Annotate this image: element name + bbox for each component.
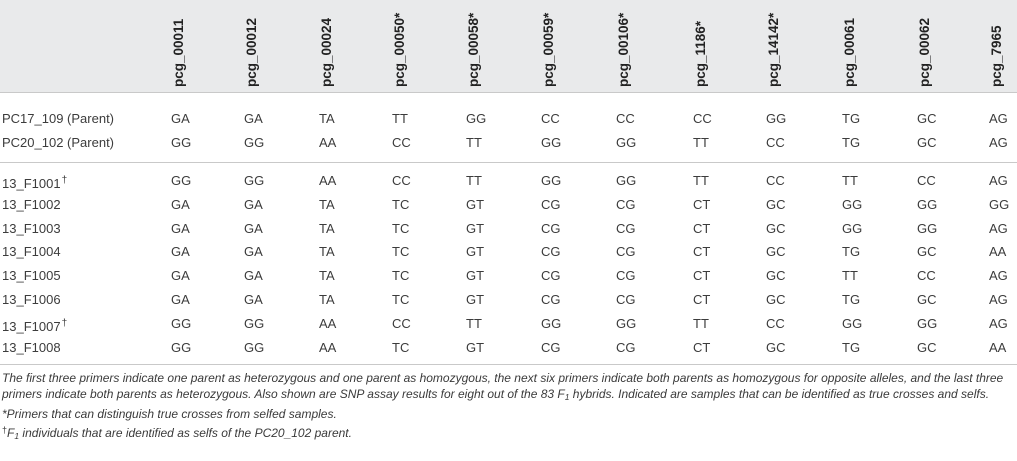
genotype-cell: GA bbox=[171, 197, 190, 212]
genotype-cell: AG bbox=[989, 292, 1008, 307]
genotype-cell: GA bbox=[244, 268, 263, 283]
genotype-cell: CT bbox=[693, 268, 711, 283]
genotype-cell: TT bbox=[466, 135, 482, 150]
genotype-cell: TG bbox=[842, 292, 861, 307]
column-header: pcg_00058* bbox=[466, 12, 481, 87]
genotype-cell: GA bbox=[244, 197, 263, 212]
genotype-cell: GG bbox=[842, 197, 863, 212]
row-label bbox=[2, 292, 61, 308]
genotype-cell: CG bbox=[616, 244, 636, 259]
genotype-cell: TG bbox=[842, 135, 861, 150]
genotype-cell: GA bbox=[244, 292, 263, 307]
genotype-cell: GG bbox=[616, 173, 637, 188]
footnote-dagger: $^\dagger F_1$ individuals that are identified as selfs of the PC20_102 parent. bbox=[2, 424, 352, 441]
genotype-cell: TT bbox=[693, 316, 709, 331]
sample-name: PC17_109 (Parent) bbox=[2, 111, 115, 126]
genotype-cell: GG bbox=[244, 173, 265, 188]
genotype-cell: AA bbox=[319, 340, 337, 355]
genotype-cell: CG bbox=[541, 221, 561, 236]
genotype-cell: TT bbox=[842, 268, 858, 283]
genotype-cell: GG bbox=[541, 316, 562, 331]
genotype-cell: GC bbox=[766, 197, 786, 212]
genotype-cell: CC bbox=[766, 316, 785, 331]
row-label bbox=[2, 340, 61, 356]
genotype-cell: CG bbox=[616, 197, 636, 212]
genotype-cell: GA bbox=[171, 221, 190, 236]
genotype-cell: TT bbox=[693, 135, 709, 150]
column-header: pcg_7965 bbox=[989, 25, 1004, 87]
genotype-cell: CG bbox=[616, 268, 636, 283]
genotype-cell: GG bbox=[466, 111, 487, 126]
genotype-cell: TT bbox=[392, 111, 408, 126]
sample-name: PC20_102 (Parent) bbox=[2, 135, 115, 150]
genotype-cell: TC bbox=[392, 221, 410, 236]
genotype-cell: AA bbox=[989, 340, 1007, 355]
genotype-cell: CG bbox=[616, 340, 636, 355]
genotype-cell: CC bbox=[766, 135, 785, 150]
genotype-cell: AA bbox=[319, 173, 337, 188]
genotype-cell: GC bbox=[766, 244, 786, 259]
genotype-cell: AG bbox=[989, 173, 1008, 188]
genotype-cell: TG bbox=[842, 340, 861, 355]
genotype-cell: AG bbox=[989, 268, 1008, 283]
genotype-cell: TA bbox=[319, 268, 335, 283]
genotype-cell: AA bbox=[319, 135, 337, 150]
column-header: pcg_00062 bbox=[917, 17, 932, 87]
genotype-cell: CC bbox=[541, 111, 560, 126]
row-label bbox=[2, 268, 61, 284]
column-header: pcg_00050* bbox=[392, 12, 407, 87]
genotype-cell: AA bbox=[989, 244, 1007, 259]
column-header: pcg_1186* bbox=[693, 20, 708, 87]
genotype-cell: CT bbox=[693, 340, 711, 355]
genotype-cell: GC bbox=[917, 244, 937, 259]
genotype-cell: TA bbox=[319, 197, 335, 212]
genotype-cell: GA bbox=[244, 111, 263, 126]
genotype-cell: CC bbox=[693, 111, 712, 126]
sample-name: 13_F1001 bbox=[2, 176, 61, 191]
sample-name: 13_F1003 bbox=[2, 221, 61, 236]
genotype-cell: CT bbox=[693, 197, 711, 212]
table-bottom-divider bbox=[0, 364, 1017, 365]
genotype-cell: CT bbox=[693, 221, 711, 236]
genotype-cell: GG bbox=[917, 316, 938, 331]
genotype-cell: CG bbox=[616, 292, 636, 307]
genotype-cell: CG bbox=[541, 292, 561, 307]
table-header bbox=[0, 0, 1017, 92]
table-footnotes bbox=[2, 371, 1014, 444]
genotype-cell: CT bbox=[693, 244, 711, 259]
genotype-cell: GC bbox=[917, 292, 937, 307]
genotype-cell: GA bbox=[244, 244, 263, 259]
genotype-cell: GT bbox=[466, 221, 485, 236]
genotype-cell: GT bbox=[466, 340, 485, 355]
genotype-cell: TC bbox=[392, 197, 410, 212]
genotype-cell: TG bbox=[842, 111, 861, 126]
column-header: pcg_00059* bbox=[541, 12, 556, 87]
genotype-cell: CC bbox=[392, 316, 411, 331]
genotype-cell: TC bbox=[392, 340, 410, 355]
genotype-cell: CT bbox=[693, 292, 711, 307]
genotype-cell: GA bbox=[171, 244, 190, 259]
genotype-cell: GG bbox=[766, 111, 787, 126]
genotype-cell: GC bbox=[766, 221, 786, 236]
row-label bbox=[2, 316, 67, 335]
genotype-cell: TT bbox=[842, 173, 858, 188]
self-marker: † bbox=[61, 175, 68, 186]
genotype-cell: GG bbox=[171, 340, 192, 355]
genotype-cell: GG bbox=[244, 135, 265, 150]
genotype-cell: CG bbox=[541, 197, 561, 212]
row-label bbox=[2, 135, 114, 151]
genotype-cell: GA bbox=[244, 221, 263, 236]
genotype-cell: GA bbox=[171, 292, 190, 307]
genotype-cell: TT bbox=[466, 316, 482, 331]
genotype-cell: CC bbox=[392, 135, 411, 150]
genotype-cell: GA bbox=[171, 268, 190, 283]
genotype-cell: AG bbox=[989, 316, 1008, 331]
parents-divider bbox=[0, 162, 1017, 163]
genotype-cell: TC bbox=[392, 244, 410, 259]
genotype-cell: TA bbox=[319, 292, 335, 307]
genotype-cell: GT bbox=[466, 244, 485, 259]
sample-name: 13_F1007 bbox=[2, 319, 61, 334]
genotype-cell: TT bbox=[466, 173, 482, 188]
column-header: pcg_00061 bbox=[842, 17, 857, 87]
genotype-cell: GG bbox=[917, 197, 938, 212]
column-header: pcg_00106* bbox=[616, 12, 631, 87]
genotype-cell: CC bbox=[616, 111, 635, 126]
genotype-cell: CG bbox=[541, 244, 561, 259]
genotype-cell: GG bbox=[616, 316, 637, 331]
genotype-cell: GC bbox=[917, 340, 937, 355]
genotype-cell: GT bbox=[466, 292, 485, 307]
genotype-cell: GC bbox=[766, 268, 786, 283]
genotype-cell: CG bbox=[616, 221, 636, 236]
sample-name: 13_F1005 bbox=[2, 268, 61, 283]
genotype-cell: AG bbox=[989, 221, 1008, 236]
genotype-cell: GG bbox=[541, 173, 562, 188]
genotype-cell: TC bbox=[392, 268, 410, 283]
footnote-asterisk: *Primers that can distinguish true crosses from selfed samples. bbox=[2, 407, 337, 421]
genotype-cell: GG bbox=[171, 173, 192, 188]
genotype-cell: TT bbox=[693, 173, 709, 188]
genotype-cell: AG bbox=[989, 135, 1008, 150]
genotype-cell: CC bbox=[392, 173, 411, 188]
genotype-cell: CG bbox=[541, 340, 561, 355]
genotype-cell: GC bbox=[917, 111, 937, 126]
genotype-cell: GG bbox=[244, 316, 265, 331]
genotype-cell: GG bbox=[541, 135, 562, 150]
genotype-cell: CC bbox=[766, 173, 785, 188]
column-header: pcg_00024 bbox=[319, 17, 334, 87]
row-label bbox=[2, 221, 61, 237]
self-marker: † bbox=[61, 318, 68, 329]
genotype-cell: GG bbox=[917, 221, 938, 236]
footnote-main: The first three primers indicate one parent as heterozygous and one parent as homozygous, the next six primers indicate both parents as homozygous for opposite alleles, and the last three primers indicate both parents as heterozygous. Also shown are SNP assay results for eight out of the 83 $F_1$ hybrids. Indicated are samples that can be identified as true crosses and selfs. bbox=[2, 371, 1004, 402]
genotype-cell: GG bbox=[842, 316, 863, 331]
genotype-cell: GT bbox=[466, 268, 485, 283]
column-header: pcg_14142* bbox=[766, 12, 781, 87]
genotype-cell: GC bbox=[917, 135, 937, 150]
genotype-cell: CC bbox=[917, 268, 936, 283]
genotype-cell: GG bbox=[171, 135, 192, 150]
genotype-cell: TC bbox=[392, 292, 410, 307]
genotype-cell: GC bbox=[766, 340, 786, 355]
genotype-cell: GG bbox=[171, 316, 192, 331]
genotype-cell: GG bbox=[244, 340, 265, 355]
genotype-cell: GG bbox=[616, 135, 637, 150]
sample-name: 13_F1004 bbox=[2, 244, 61, 259]
genotype-cell: GG bbox=[989, 197, 1010, 212]
row-label bbox=[2, 197, 61, 213]
genotype-cell: TA bbox=[319, 244, 335, 259]
column-header: pcg_00011 bbox=[171, 18, 186, 87]
genotype-cell: AA bbox=[319, 316, 337, 331]
row-label bbox=[2, 173, 67, 192]
genotype-cell: TG bbox=[842, 244, 861, 259]
genotype-cell: CC bbox=[917, 173, 936, 188]
row-label bbox=[2, 244, 61, 260]
genotype-cell: TA bbox=[319, 221, 335, 236]
header-divider bbox=[0, 92, 1017, 93]
sample-name: 13_F1002 bbox=[2, 197, 61, 212]
sample-name: 13_F1006 bbox=[2, 292, 61, 307]
sample-name: 13_F1008 bbox=[2, 340, 61, 355]
genotype-cell: AG bbox=[989, 111, 1008, 126]
genotype-cell: TA bbox=[319, 111, 335, 126]
row-label bbox=[2, 111, 114, 127]
genotype-cell: CG bbox=[541, 268, 561, 283]
genotype-cell: GT bbox=[466, 197, 485, 212]
genotype-cell: GA bbox=[171, 111, 190, 126]
genotype-cell: GC bbox=[766, 292, 786, 307]
column-header: pcg_00012 bbox=[244, 17, 259, 87]
genotype-cell: GG bbox=[842, 221, 863, 236]
